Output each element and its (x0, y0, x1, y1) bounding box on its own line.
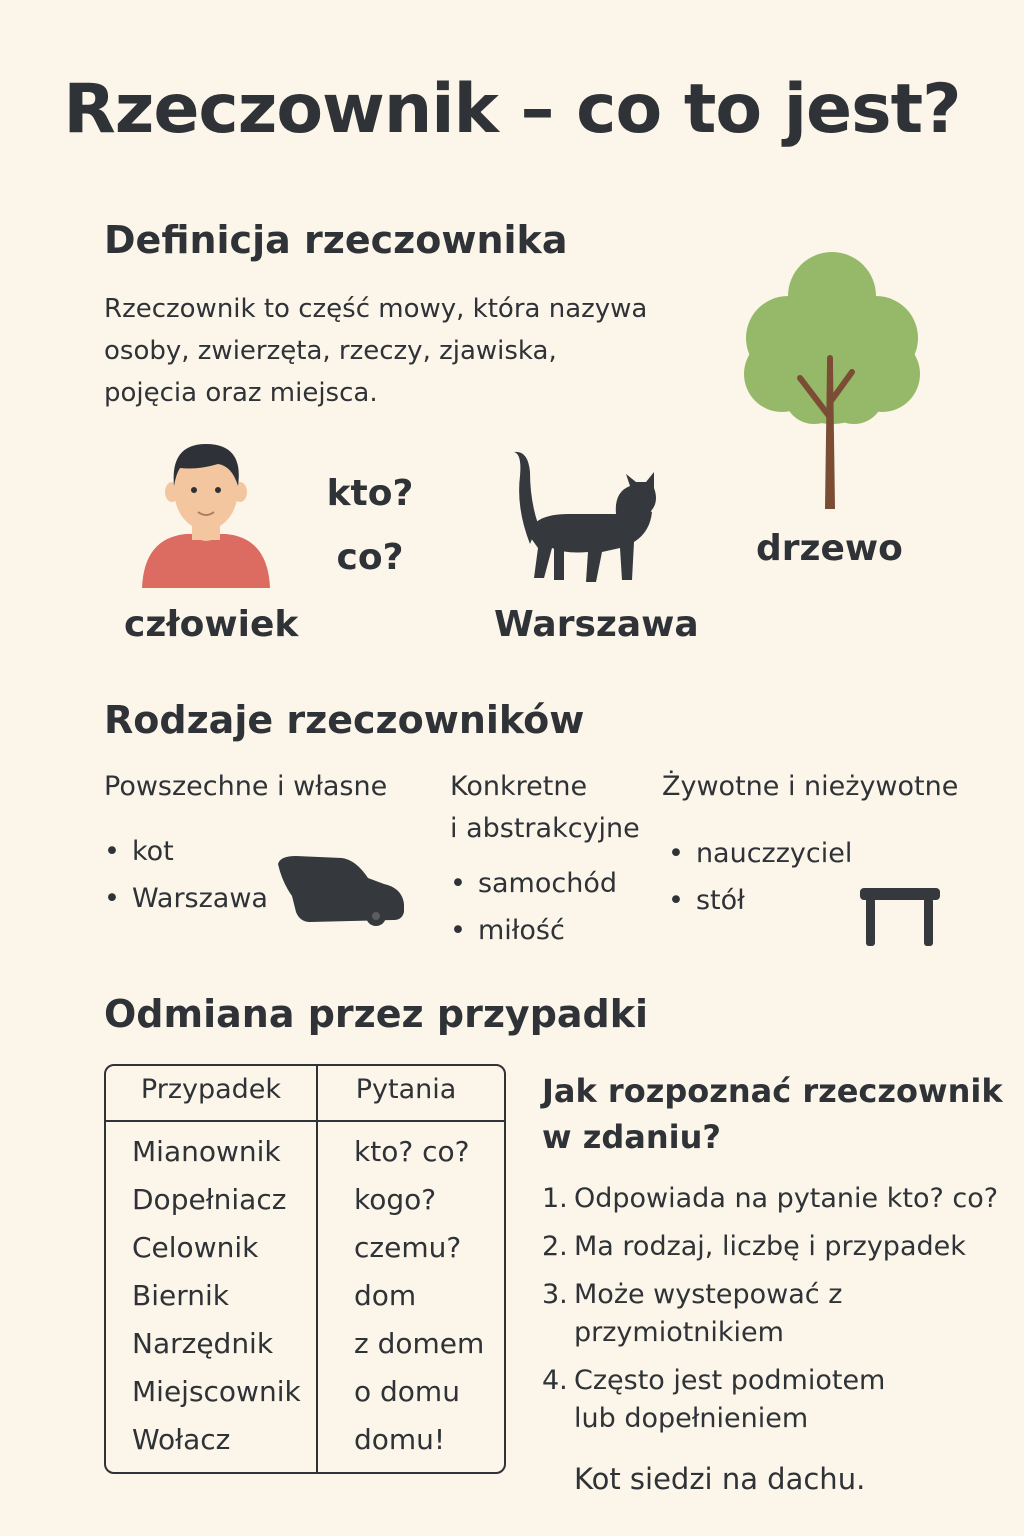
cat-label: Warszawa (494, 604, 699, 645)
question-who: kto? (326, 473, 414, 514)
case-question-column (354, 1132, 484, 1468)
table-cell-question: z domem (354, 1327, 485, 1360)
step-item (542, 1362, 1002, 1438)
recognize-heading (542, 1068, 1003, 1160)
definition-line: osoby, zwierzęta, rzeczy, zjawiska, (104, 336, 557, 366)
question-words (318, 462, 422, 590)
declension-heading: Odmiana przez przypadki (104, 992, 649, 1036)
step-text: Odpowiada na pytanie kto? co? (574, 1183, 999, 1214)
definition-text (104, 288, 724, 414)
table-header-case: Przypadek (140, 1074, 282, 1105)
table-cell-question: czemu? (354, 1231, 462, 1264)
step-text-line: przymiotnikiem (574, 1317, 784, 1348)
step-item (542, 1276, 1002, 1352)
table-icon (858, 886, 942, 948)
table-cell-case: Biernik (132, 1279, 229, 1312)
list-item: • miłość (450, 915, 617, 962)
table-cell-case: Mianownik (132, 1135, 281, 1168)
table-cell-case: Narzędnik (132, 1327, 274, 1360)
tree-icon (736, 246, 928, 514)
definition-line: Rzeczownik to część mowy, która nazywa (104, 294, 648, 324)
table-cell-question: kogo? (354, 1183, 437, 1216)
tree-label: drzewo (756, 528, 903, 569)
type-column-title-line: i abstrakcyjne (450, 813, 640, 844)
types-heading: Rodzaje rzeczowników (104, 698, 585, 742)
step-text (574, 1276, 842, 1352)
recognize-steps (542, 1180, 1002, 1448)
table-cell-question: o domu (354, 1375, 460, 1408)
case-name-column (132, 1132, 301, 1468)
table-cell-case: Miejscownik (132, 1375, 301, 1408)
question-what: co? (336, 537, 404, 578)
step-number: 4. (542, 1365, 568, 1396)
step-number: 3. (542, 1279, 568, 1310)
definition-line: pojęcia oraz miejsca. (104, 378, 378, 408)
page-title: Rzeczownik – co to jest? (63, 70, 961, 149)
table-cell-question: dom (354, 1279, 417, 1312)
recognize-heading-line: w zdaniu? (542, 1118, 721, 1156)
table-cell-question: kto? co? (354, 1135, 470, 1168)
person-label: człowiek (124, 604, 299, 645)
step-text-line: Może wystepować z (574, 1279, 843, 1310)
step-text (574, 1362, 885, 1438)
table-header-divider (106, 1120, 504, 1122)
type-list-common-proper (104, 836, 268, 930)
cat-icon (506, 448, 662, 588)
type-column-title-line: Konkretne (450, 771, 588, 802)
list-item: • kot (104, 836, 268, 883)
car-icon (276, 854, 408, 928)
step-item (542, 1180, 1002, 1218)
recognize-heading-line: Jak rozpoznać rzeczownik (542, 1072, 1003, 1110)
declension-table (104, 1064, 506, 1474)
table-cell-question: domu! (354, 1423, 446, 1456)
table-cell-case: Celownik (132, 1231, 259, 1264)
table-header-questions: Pytania (355, 1074, 457, 1105)
type-list-animate-inanimate (668, 838, 852, 932)
step-number: 1. (542, 1183, 568, 1214)
list-item: • Warszawa (104, 883, 268, 930)
table-column-divider (316, 1066, 318, 1472)
step-item (542, 1228, 1002, 1266)
type-list-concrete-abstract (450, 868, 617, 962)
step-text: Ma rodzaj, liczbę i przypadek (574, 1231, 966, 1262)
person-icon (140, 440, 272, 590)
table-cell-case: Wołacz (132, 1423, 231, 1456)
type-column-title (450, 766, 640, 850)
list-item: • samochód (450, 868, 617, 915)
example-sentence: Kot siedzi na dachu. (574, 1462, 866, 1496)
table-cell-case: Dopełniacz (132, 1183, 287, 1216)
list-item: • nauczzyciel (668, 838, 852, 885)
definition-heading: Definicja rzeczownika (104, 218, 568, 262)
step-text-line: Często jest podmiotem (574, 1365, 886, 1396)
list-item: • stół (668, 885, 852, 932)
type-column-title: Powszechne i własne (104, 771, 388, 802)
step-number: 2. (542, 1231, 568, 1262)
type-column-title: Żywotne i nieżywotne (662, 771, 959, 802)
step-text-line: lub dopełnieniem (574, 1403, 809, 1434)
